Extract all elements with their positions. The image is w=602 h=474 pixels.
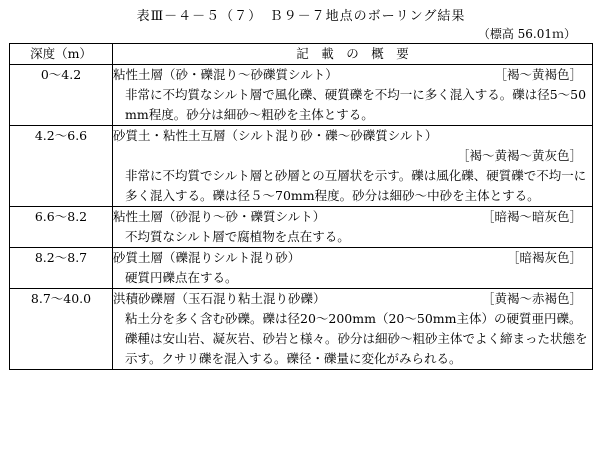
header-row xyxy=(10,44,593,65)
table-row xyxy=(10,207,593,248)
elevation-note: （標高 56.01ｍ） xyxy=(477,27,576,41)
description-cell xyxy=(113,289,593,370)
soil-color-line xyxy=(113,146,592,166)
table-row xyxy=(10,126,593,207)
layer-heading xyxy=(113,207,592,227)
table-row xyxy=(10,65,593,126)
depth-cell: 6.6〜8.2 xyxy=(10,207,113,248)
soil-color-label: ［褐〜黄褐色］ xyxy=(494,67,582,82)
boring-log-body xyxy=(10,65,593,370)
depth-cell: 8.2〜8.7 xyxy=(10,248,113,289)
layer-heading xyxy=(113,289,592,309)
description-cell xyxy=(113,65,593,126)
layer-heading xyxy=(113,248,592,268)
soil-type-label: 粘性土層（砂・礫混り〜砂礫質シルト） xyxy=(113,67,338,82)
soil-color-label: ［黄褐〜赤褐色］ xyxy=(481,291,582,306)
soil-type-label: 砂質土層（礫混りシルト混り砂） xyxy=(113,250,301,265)
boring-log-table xyxy=(9,43,593,370)
layer-description-text: 非常に不均質なシルト層で風化礫、硬質礫を不均一に多く混入する。礫は径5〜50 mm程度。砂分は細砂〜粗砂を主体とする。 xyxy=(125,87,587,122)
description-cell xyxy=(113,207,593,248)
layer-description-text: 硬質円礫点在する。 xyxy=(125,270,238,285)
table-row xyxy=(10,248,593,289)
soil-type-label: 粘性土層（砂混り〜砂・礫質シルト） xyxy=(113,209,326,224)
soil-color-label: ［暗褐灰色］ xyxy=(506,250,582,265)
soil-type-label: 砂質土・粘性土互層（シルト混り砂・礫〜砂礫質シルト） xyxy=(113,128,438,143)
depth-cell: 8.7〜40.0 xyxy=(10,289,113,370)
layer-description-text: 不均質なシルト層で腐植物を点在する。 xyxy=(125,229,350,244)
description-cell xyxy=(113,248,593,289)
soil-color-label: ［褐〜黄褐〜黄灰色］ xyxy=(456,148,582,163)
depth-column-header: 深度（m） xyxy=(10,44,113,65)
layer-heading xyxy=(113,126,592,146)
depth-cell: 4.2〜6.6 xyxy=(10,126,113,207)
table-title: 表Ⅲ－４－５（７） Ｂ９－７地点のボーリング結果 xyxy=(136,9,466,24)
soil-type-label: 洪積砂礫層（玉石混り粘土混り砂礫） xyxy=(113,291,326,306)
depth-cell: 0〜4.2 xyxy=(10,65,113,126)
description-column-header: 記 載 の 概 要 xyxy=(113,44,593,65)
table-row xyxy=(10,289,593,370)
layer-description-text: 粘土分を多く含む砂礫。礫は径20〜200mm（20〜50mm主体）の硬質亜円礫。礫種は安山岩、凝灰岩、砂岩と様々。砂分は細砂〜粗砂主体でよく締まった状態を示す。クサリ礫を混入する。礫径・礫量に変化がみられる。 xyxy=(125,311,588,366)
layer-description-text: 非常に不均質でシルト層と砂層との互層状を示す。礫は風化礫、硬質礫で不均一に多く混入する。礫は径５〜70mm程度。砂分は細砂〜中砂を主体とする。 xyxy=(125,168,587,203)
layer-heading xyxy=(113,65,592,85)
description-cell xyxy=(113,126,593,207)
soil-color-label: ［暗褐〜暗灰色］ xyxy=(481,209,582,224)
